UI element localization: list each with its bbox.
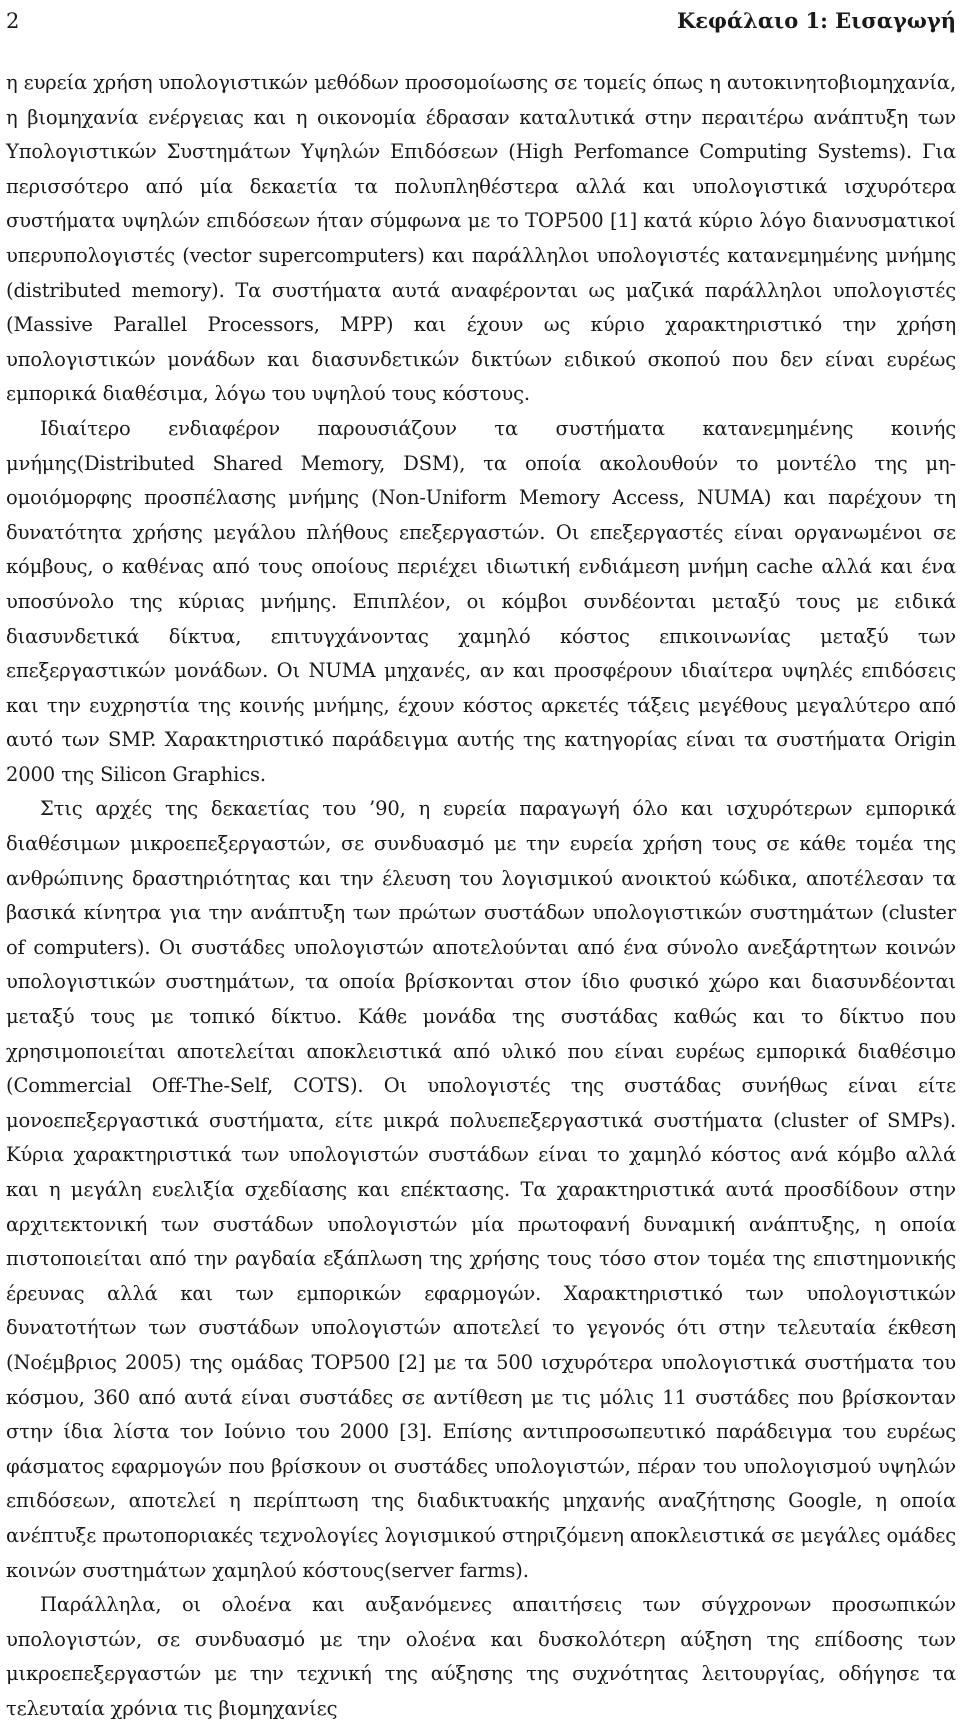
paragraph-clusters: Στις αρχές της δεκαετίας του ’90, η ευρεία παραγωγή όλο και ισχυρότερων εμπορικά διαθέσιμων μικροεπεξεργαστών, σε συνδυασμό με την ευρεία χρήση τους σε κάθε τομέα της ανθρώπινης δραστηριότητας και την έλευση του λογισμικού ανοικτού κώδικα, αποτέλεσαν τα βασικά κίνητρα για την ανάπτυξη των πρώτων συστάδων υπολογιστικών συστημάτων (cluster of computers). Οι συστάδες υπολογιστών αποτελούνται από ένα σύνολο ανεξάρτητων κοινών υπολογιστικών συστημάτων, τα οποία βρίσκονται στον ίδιο φυσικό χώρο και διασυνδέονται μεταξύ τους με τοπικό δίκτυο. Κάθε μονάδα της συστάδας καθώς και το δίκτυο που χρησιμοποιείται αποτελείται αποκλειστικά από υλικό που είναι ευρέως εμπορικά διαθέσιμο (Commercial Off-The-Self, COTS). Οι υπολογιστές της συστάδας συνήθως είναι είτε μονοεπεξεργαστικά συστήματα, είτε μικρά πολυεπεξεργαστικά συστήματα (cluster of SMPs). Κύρια χαρακτηριστικά των υπολογιστών συστάδων είναι το χαμηλό κόστος ανά κόμβο αλλά και η μεγάλη ευελιξία σχεδίασης και επέκτασης. Τα χαρακτηριστικά αυτά προσδίδουν στην αρχιτεκτονική των συστάδων υπολογιστών μία πρωτοφανή δυναμική ανάπτυξης, η οποία πιστοποιείται από την ραγδαία εξάπλωση της χρήσης τους τόσο στον τομέα της επιστημονικής έρευνας αλλά και των εμπορικών εφαρμογών. Χαρακτηριστικό των υπολογιστικών δυνατοτήτων των συστάδων υπολογιστών αποτελεί το γεγονός ότι στην τελευταία έκθεση (Νοέμβριος 2005) της ομάδας TOP500 [2] με τα 500 ισχυρότερα υπολογιστικά συστήματα του κόσμου, 360 από αυτά είναι συστάδες σε αντίθεση με τις μόλις 11 συστάδες που βρίσκονταν στην ίδια λίστα τον Ιούνιο του 2000 [3]. Επίσης αντιπροσωπευτικό παράδειγμα του ευρέως φάσματος εφαρμογών που βρίσκουν οι συστάδες υπολογιστών, πέραν του υπολογισμού υψηλών επιδόσεων, αποτελεί η περίπτωση της διαδικτυακής μηχανής αναζήτησης Google, η οποία ανέπτυξε πρωτοποριακές τεχνολογίες λογισμικού στηριζόμενη αποκλειστικά σε μεγάλες ομάδες κοινών συστημάτων χαμηλού κόστους(server farms). <box>6 797 956 1582</box>
paragraph-dsm: Ιδιαίτερο ενδιαφέρον παρουσιάζουν τα συστήματα κατανεμημένης κοινής μνήμης(Distributed Shared Memory, DSM), τα οποία ακολουθούν το μοντέλο της μη-ομοιόμορφης προσπέλασης μνήμης (Non-Uniform Memory Access, NUMA) και παρέχουν τη δυνατότητα χρήσης μεγάλου πλήθους επεξεργαστών. Οι επεξεργαστές είναι οργανωμένοι σε κόμβους, ο καθένας από τους οποίους περιέχει ιδιωτική ενδιάμεση μνήμη cache αλλά και ένα υποσύνολο της κύριας μνήμης. Επιπλέον, οι κόμβοι συνδέονται μεταξύ τους με ειδικά διασυνδετικά δίκτυα, επιτυγχάνοντας χαμηλό κόστος επικοινωνίας μεταξύ των επεξεργαστικών μονάδων. Οι NUMA μηχανές, αν και προσφέρουν ιδιαίτερα υψηλές επιδόσεις και την ευχρηστία της κοινής μνήμης, έχουν κόστος αρκετές τάξεις μεγέθους μεγαλύτερο από αυτό των SMP. Χαρακτηριστικό παράδειγμα αυτής της κατηγορίας είναι τα συστήματα Origin 2000 της Silicon Graphics. <box>6 416 956 786</box>
page-header <box>6 0 956 42</box>
document-page <box>6 0 956 1720</box>
page-number: 2 <box>6 9 20 33</box>
body-text <box>6 66 956 1727</box>
paragraph-multicore: Παράλληλα, οι ολοένα και αυξανόμενες απαιτήσεις των σύγχρονων προσωπικών υπολογιστών, σε συνδυασμό με την ολοένα και δυσκολότερη αύξηση της επίδοσης των μικροεπεξεργαστών με την τεχνική της αύξησης της συχνότητας λειτουργίας, οδήγησε τα τελευταία χρόνια τις βιομηχανίες <box>6 1593 956 1720</box>
paragraph-continuation: η ευρεία χρήση υπολογιστικών μεθόδων προσομοίωσης σε τομείς όπως η αυτοκινητοβιομηχανία, η βιομηχανία ενέργειας και η οικονομία έδρασαν καταλυτικά στην περαιτέρω ανάπτυξη των Υπολογιστικών Συστημάτων Υψηλών Επιδόσεων (High Perfomance Computing Systems). Για περισσότερο από μία δεκαετία τα πολυπληθέστερα αλλά και υπολογιστικά ισχυρότερα συστήματα υψηλών επιδόσεων ήταν σύμφωνα με το TOP500 [1] κατά κύριο λόγο διανυσματικοί υπερυπολογιστές (vector supercomputers) και παράλληλοι υπολογιστές κατανεμημένης μνήμης (distributed memory). Τα συστήματα αυτά αναφέρονται ως μαζικά παράλληλοι υπολογιστές (Massive Parallel Processors, MPP) και έχουν ως κύριο χαρακτηριστικό την χρήση υπολογιστικών μονάδων και διασυνδετικών δικτύων ειδικού σκοπού που δεν είναι ευρέως εμπορικά διαθέσιμα, λόγω του υψηλού τους κόστους. <box>6 71 956 406</box>
chapter-title: Κεφάλαιο 1: Εισαγωγή <box>676 8 956 33</box>
